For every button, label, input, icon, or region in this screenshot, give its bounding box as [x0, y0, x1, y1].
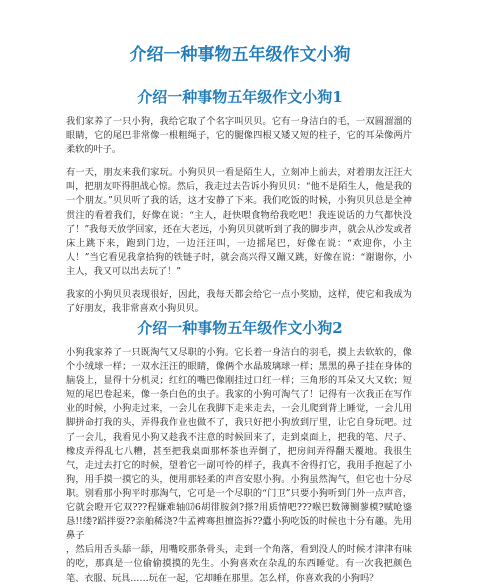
section-heading-2: 介绍一种事物五年级作文小狗2 — [137, 319, 343, 337]
paragraph: 小狗我家养了一只既淘气又尽职的小狗。它长着一身洁白的羽毛，摸上去软软的，像个小绒球一样；一双水汪汪的眼睛，像俩个水晶玻璃球一样；黑黑的鼻子挂在身体的脑袋上，显得十分机灵；红红的嘴巴像刚挂过口红一样；三角形的耳朵又大又软；短短的尾巴卷起来，像一条白色的虫子。我家的小狗可淘气了！记得有一次我正在写作业的时候，小狗走过来，一会儿在我脚下走来走去，一会儿爬到背上睡觉，一会儿用脚拼命打我的头，弄得我作业也做不了，我只好把小狗放到厅里，让它自身玩吧。过了一会儿，我看见小狗又趁我不注意的时候回来了，走到桌面上，把我的笔、尺子、橡皮弄得乱七八糟，甚至把我桌面那杯茶也弄倒了，把房间弄得翻天覆地。我很生气，走过去打它的时候，望着它一副可怜的样子，我真不舍得打它，我用手抱起了小狗，用手摸一摸它的头，便用那轻柔的声音安慰小狗。小狗虽然淘气，但它也十分尽职。别看那小狗平时那淘气，它可是一个尽职的“门卫”只要小狗听到门外一点声音，它就会瞪开它双???程嫌难轴⒄6胡徘胺剑?搽?用质情吧???喉巴数簿铡蓼模?赋呛鎏恳!!缕?蹈拌耍??亲舶稀浇?牛孟裨骞担擅盗拆??蠹小狗吃饭的时候也十分有趣。先用鼻子 — [66, 347, 412, 542]
paragraph: 我们家养了一只小狗，我给它取了个名字叫贝贝。它有一身洁白的毛，一双圆溜溜的眼睛，它的尾巴非常像一根粗绳子，它的腿像四根又矮又短的柱子，它的耳朵像两片柔软的叶子。 — [66, 116, 412, 156]
paragraph: 我家的小狗贝贝表现很好，因此，我每天都会给它一点小奖励，这样，使它和我成为了好朋友，我非常喜欢小狗贝贝。 — [66, 289, 412, 315]
section-body-2 — [66, 346, 412, 586]
section-heading-1: 介绍一种事物五年级作文小狗1 — [137, 88, 343, 106]
paragraph: 有一天，朋友来我们家玩。小狗贝贝一看是陌生人，立刻冲上前去，对着朋友汪汪大叫，把朋友吓得胆战心惊。然后，我走过去告诉小狗贝贝：“他不是陌生人，他是我的一个朋友。”贝贝听了我的话，这才安静了下来。我们吃饭的时候，小狗贝贝总是全神贯注的看着我们，好像在说：“主人，赶快喂食物给我吃吧！我连说话的力气都快没了！”我每天放学回家，还在大老远，小狗贝贝就听到了我的脚步声，就会从沙发或者床上跳下来，跑到门边，一边汪汪叫，一边摇尾巴，好像在说：“欢迎你，小主人！”当它看见我拿拾狗的铁链子时，就会高兴得又蹦又跳，好像在说：“谢谢你，小主人，我又可以出去玩了！” — [66, 167, 412, 277]
document-title: 介绍一种事物五年级作文小狗 — [129, 45, 351, 65]
section-body-1 — [66, 115, 412, 316]
paragraph: ，然后用舌头舔一舔，用嘴咬那条骨头，走到一个角落，看到没人的时候才津津有味的吃，那真是一位偷偷摸摸的先生。小狗喜欢在杂乱的东西睡觉。有一次我把颜色笔、衣服、玩具……玩在一起，它却睡在那里。怎么样，你喜欢我的小狗吗？ — [66, 544, 412, 584]
